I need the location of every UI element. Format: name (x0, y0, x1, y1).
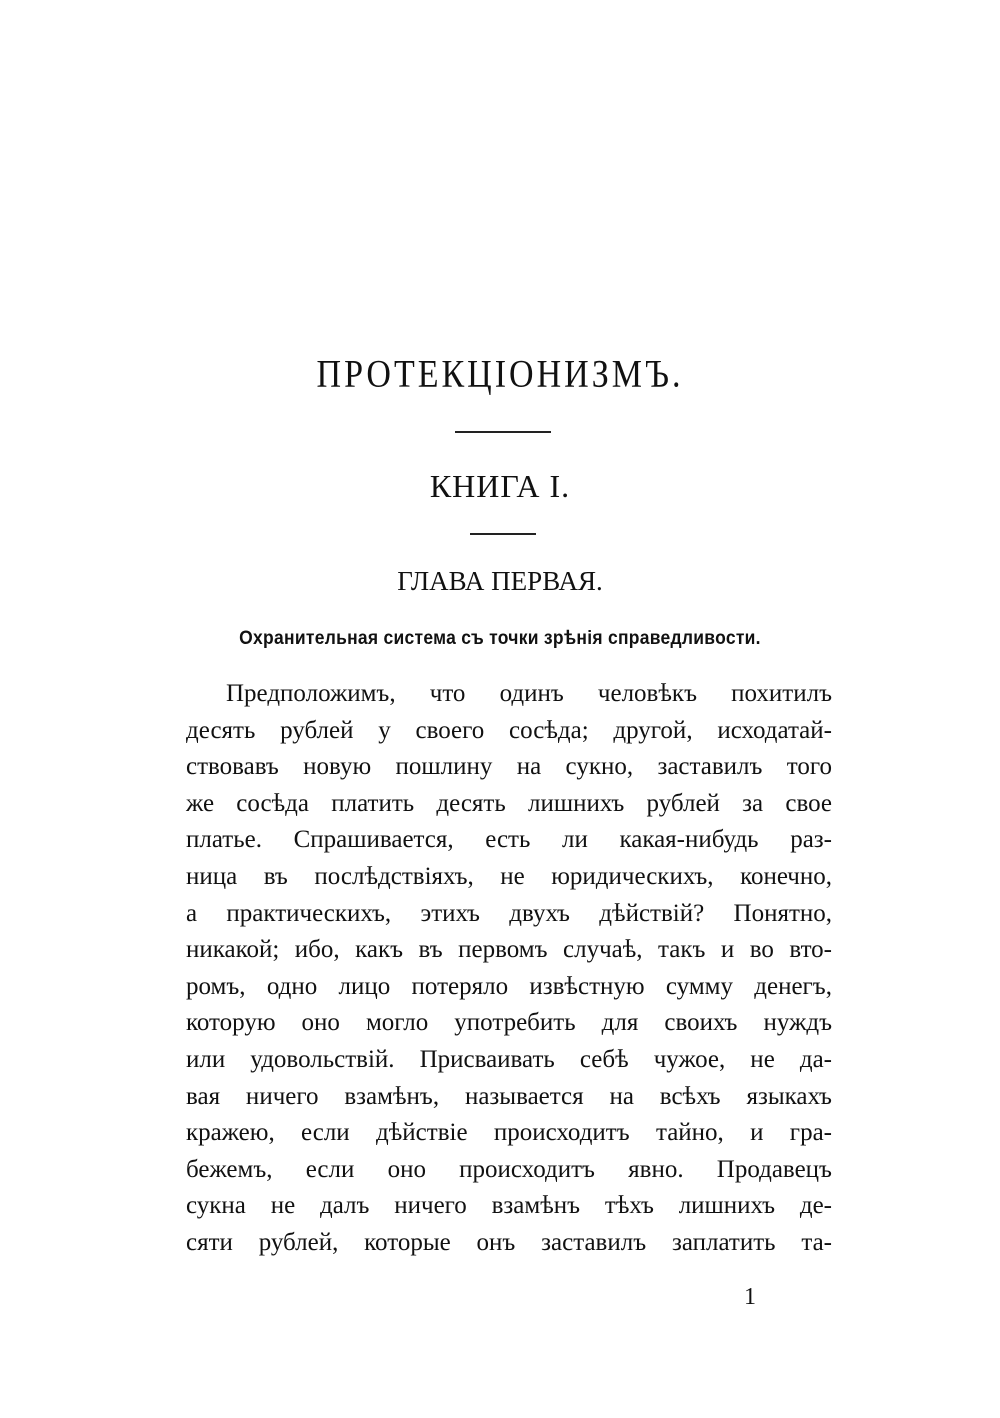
text-line: ница въ послѣдствіяхъ, не юридическихъ, конечно, (186, 862, 832, 890)
text-line: бежемъ, если оно происходитъ явно. Продавецъ (186, 1155, 832, 1183)
text-line: или удовольствій. Присваивать себѣ чужое, не да- (186, 1045, 832, 1073)
text-line: кражею, если дѣйствіе происходитъ тайно, и гра- (186, 1119, 832, 1147)
divider-rule (470, 533, 536, 535)
text-line: сукна не далъ ничего взамѣнъ тѣхъ лишнихъ де- (186, 1192, 832, 1220)
book-heading: КНИГА I. (429, 468, 571, 504)
work-title: ПРОТЕКЦІОНИЗМЪ. (316, 353, 684, 396)
text-line: ствовавъ новую пошлину на сукно, заставилъ того (186, 753, 832, 781)
body-paragraph (186, 676, 832, 1262)
text-line: платье. Спрашивается, есть ли какая-нибудь раз- (186, 826, 832, 854)
text-line: а практическихъ, этихъ двухъ дѣйствій? Понятно, (186, 899, 832, 927)
text-line: ромъ, одно лицо потеряло извѣстную сумму денегъ, (186, 972, 832, 1000)
text-line: никакой; ибо, какъ въ первомъ случаѣ, такъ и во вто- (186, 936, 832, 964)
text-line: Предположимъ, что одинъ человѣкъ похитилъ (226, 680, 832, 707)
text-line: вая ничего взамѣнъ, называется на всѣхъ языкахъ (186, 1082, 832, 1110)
text-line: сяти рублей, которые онъ заставилъ заплатить та- (186, 1228, 832, 1256)
page-number: 1 (744, 1284, 756, 1310)
text-line: же сосѣда платить десять лишнихъ рублей за свое (186, 789, 832, 817)
text-line: которую оно могло употребить для своихъ нуждъ (186, 1009, 832, 1037)
divider-rule (455, 431, 551, 433)
chapter-heading: ГЛАВА ПЕРВАЯ. (397, 566, 603, 596)
chapter-subtitle: Охранительная система съ точки зрѣнія справедливости. (239, 628, 761, 649)
text-line: десять рублей у своего сосѣда; другой, исходатай- (186, 716, 832, 744)
